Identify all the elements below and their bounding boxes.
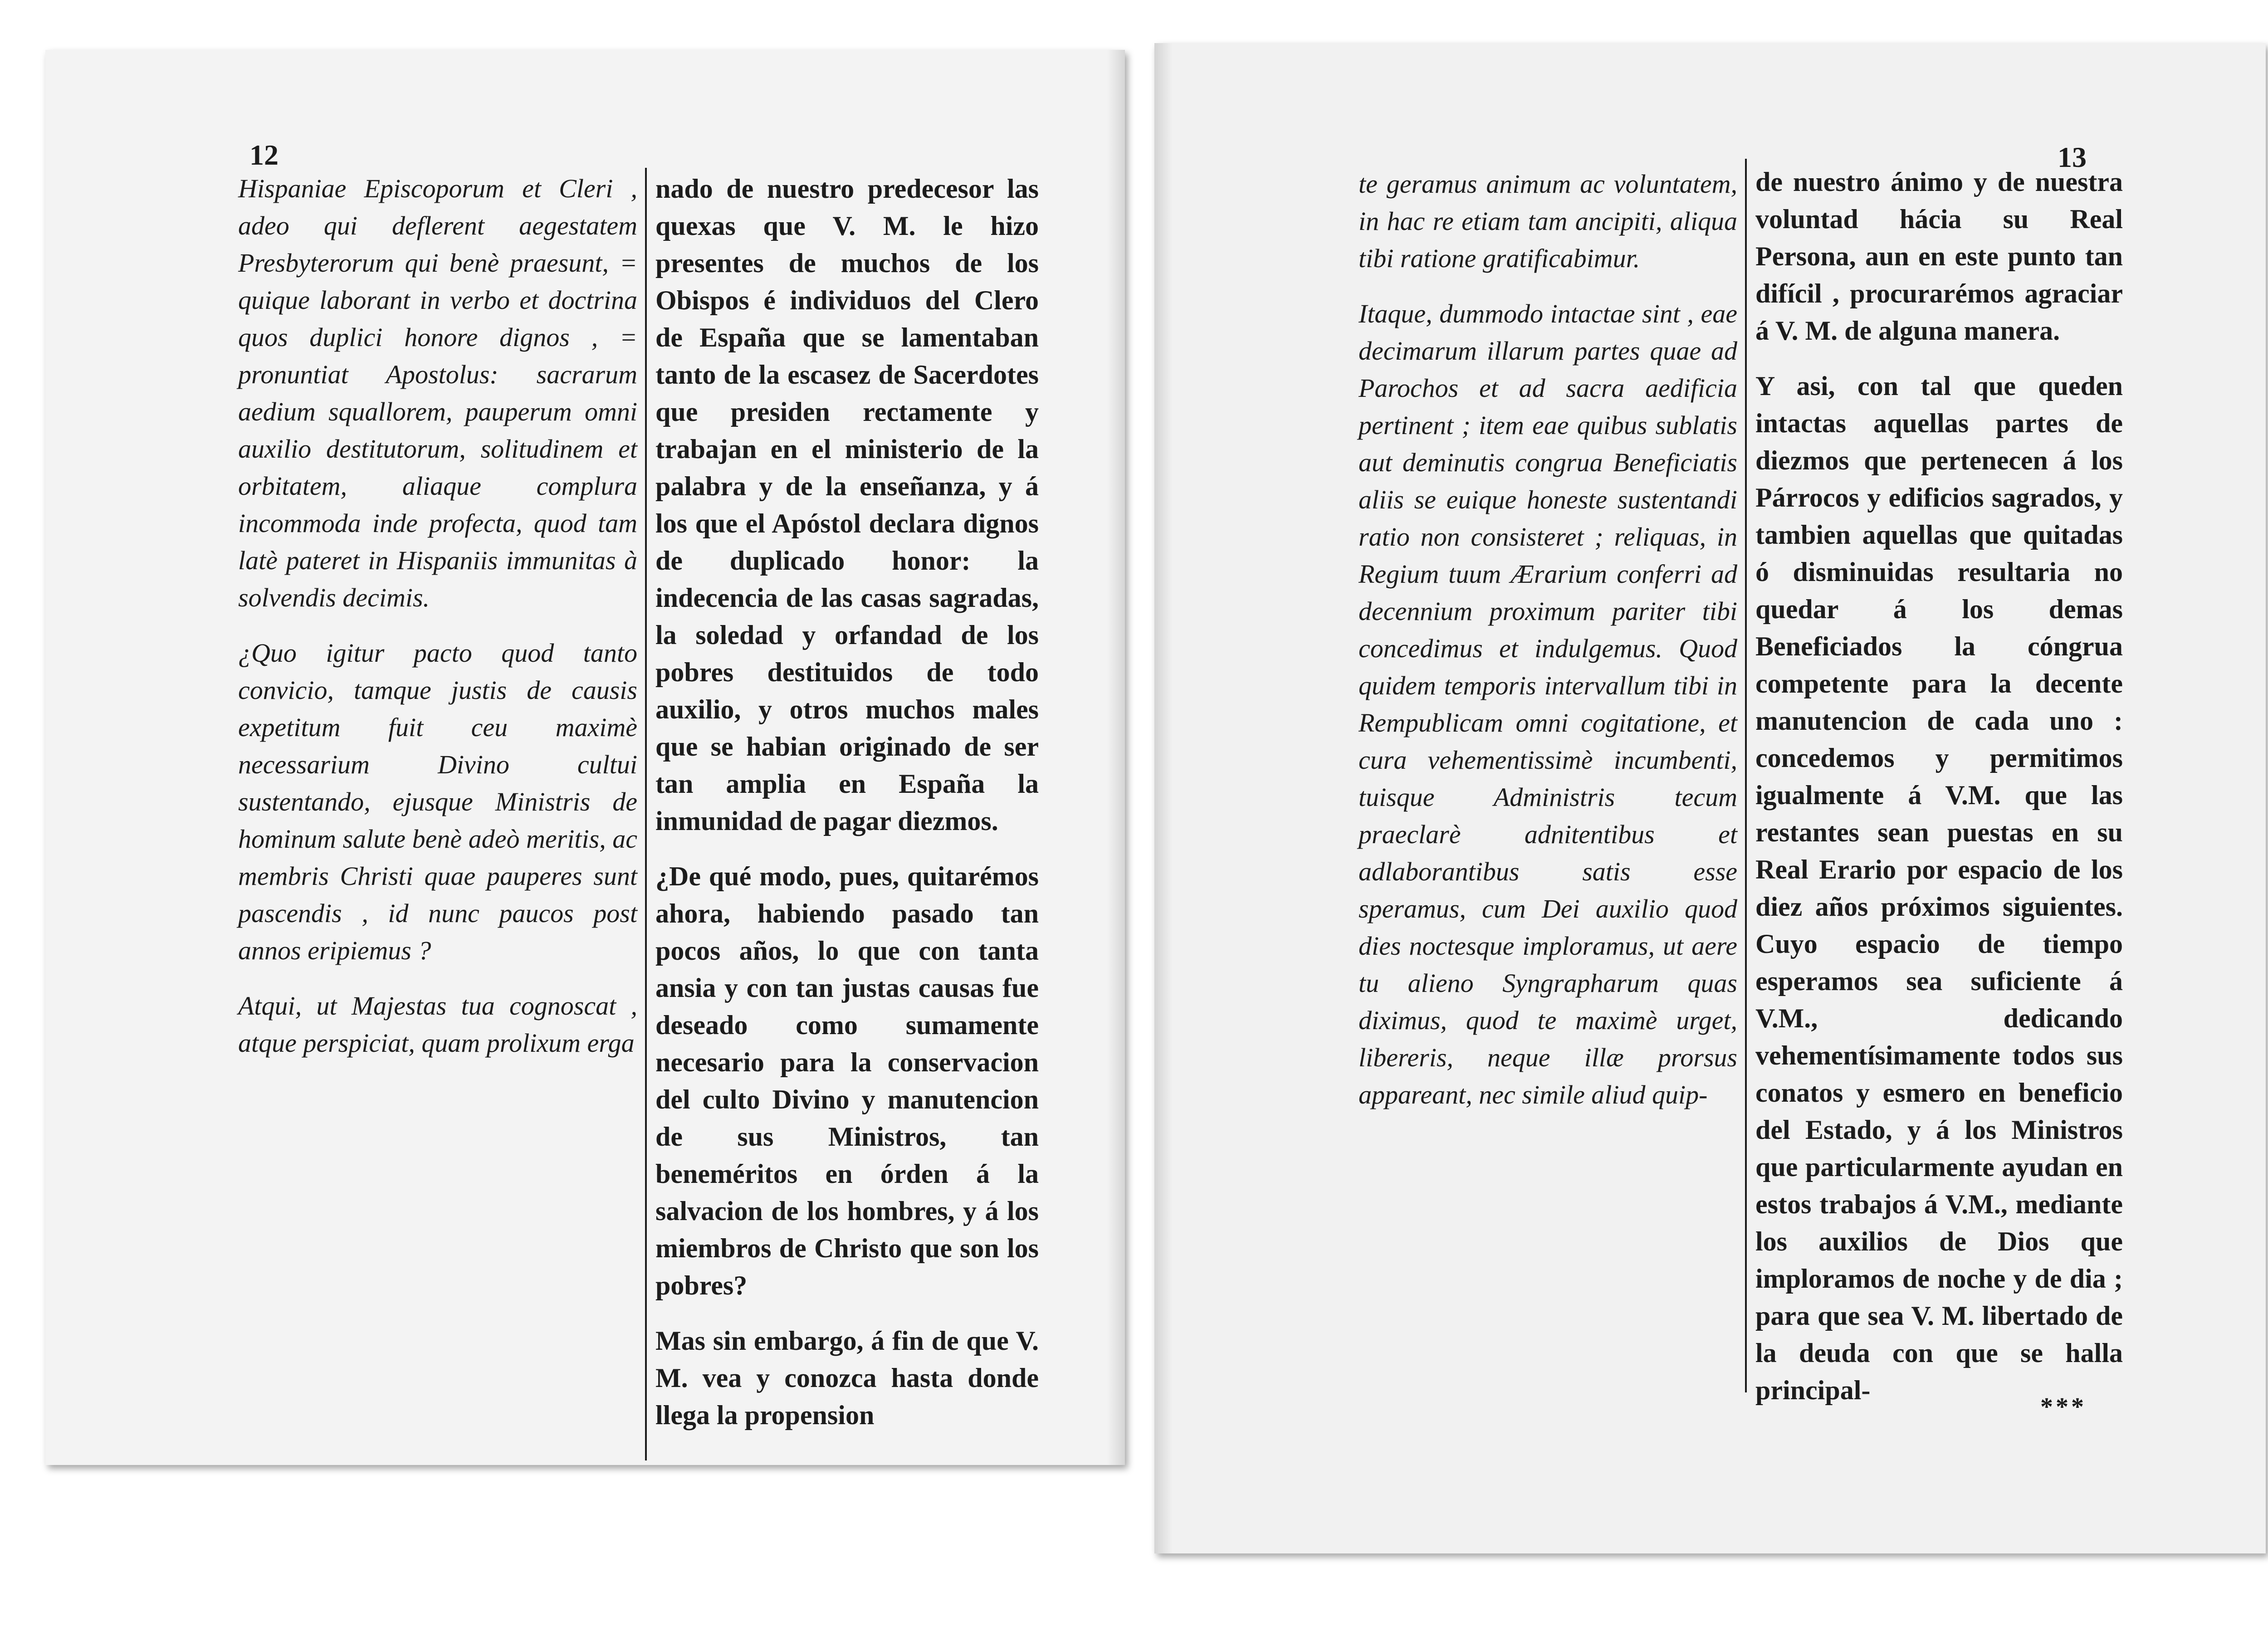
spanish-column-left [655,170,1039,1434]
latin-paragraph: Itaque, dummodo intactae sint , eae decimarum illarum partes quae ad Parochos et ad sacra aedificia pertinent ; item eae quibus sublatis aut deminutis congrua Beneficiatis aliis se euique honeste sustentandi ratio non consisteret ; reliquas, in Regium tuum Ærarium conferri ad decennium proximum pariter tibi concedimus et indulgemus. Quod quidem temporis intervallum tibi in Rempublicam omni cogitatione, et cura vehementissimè incumbenti, tuisque Administris tecum praeclarè adnitentibus et adlaborantibus satis esse speramus, cum Dei auxilio quod dies noctesque imploramus, ut aere tu alieno Syngrapharum quas diximus, quod te maximè urget, libereris, neque illæ prorsus appareant, nec simile aliud quip- [1359,299,1737,1109]
left-page [45,50,1125,1465]
latin-paragraph: ¿Quo igitur pacto quod tanto convicio, tamque justis de causis expetitum fuit ceu maximè necessarium Divino cultui sustentando, ejusque Ministris de hominum salute benè adeò meritis, ac membris Christi quae pauperes sunt pascendis , id nunc paucos post annos eripiemus ? [238,638,637,965]
spanish-paragraph: ¿De qué modo, pues, quitarémos ahora, habiendo pasado tan pocos años, lo que con tanta ansia y con tan justas causas fue deseado como sumamente necesario para la conservacion del culto Divino y manutencion de sus Ministros, tan beneméritos en órden á la salvacion de los hombres, y á los miembros de Christo que son los pobres? [655,861,1039,1300]
spanish-paragraph: de nuestro ánimo y de nuestra voluntad hácia su Real Persona, aun en este punto tan difícil , procurarémos agraciar á V. M. de alguna manera. [1755,167,2123,346]
latin-paragraph: Atqui, ut Majestas tua cognoscat , atque perspiciat, quam prolixum erga [238,991,637,1058]
latin-column-right [1359,166,1737,1113]
spanish-paragraph: Y asi, con tal que queden intactas aquellas partes de diezmos que pertenecen á los Párrocos y edificios sagrados, y tambien aquellas que quitadas ó disminuidas resultaria no quedar á los demas Beneficiados la cóngrua competente para la decente manutencion de cada uno : concedemos y permitimos igualmente á V.M. que las restantes sean puestas en su Real Erario por espacio de los diez años próximos siguientes. Cuyo espacio de tiempo esperamos sea suficiente á V.M., dedicando vehementísimamente todos sus conatos y esmero en beneficio del Estado, y á los Ministros que particularmente ayudan en estos trabajos á V.M., mediante los auxilios de Dios que imploramos de noche y de dia ; para que sea V. M. libertado de la deuda con que se halla principal- [1755,371,2123,1405]
column-divider-left [645,168,647,1460]
latin-paragraph: Hispaniae Episcoporum et Cleri , adeo qui deflerent aegestatem Presbyterorum qui benè praesunt, = quique laborant in verbo et doctrina quos duplici honore dignos , = pronuntiat Apostolus: sacrarum aedium squallorem, pauperum omni auxilio destitutorum, solitudinem et orbitatem, aliaque complura incommoda inde profecta, quod tam latè pateret in Hispaniis immunitas à solvendis decimis. [238,174,637,612]
column-divider-right [1745,159,1747,1392]
gutter-shadow [1107,50,1125,1465]
page-number-right: 13 [2058,141,2087,173]
spanish-paragraph: Mas sin embargo, á fin de que V. M. vea y conozca hasta donde llega la propension [655,1326,1039,1430]
latin-paragraph: te geramus animum ac voluntatem, in hac re etiam tam ancipiti, aliqua tibi ratione gratificabimur. [1359,169,1737,273]
page-number-left: 12 [249,139,279,171]
latin-column-left [238,170,637,1062]
spanish-column-right [1755,163,2123,1409]
spanish-paragraph: nado de nuestro predecesor las quexas que V. M. le hizo presentes de muchos de los Obispos é individuos del Clero de España que se lamentaban tanto de la escasez de Sacerdotes que presiden rectamente y trabajan en el ministerio de la palabra y de la enseñanza, y á los que el Apóstol declara dignos de duplicado honor: la indecencia de las casas sagradas, la soledad y orfandad de los pobres destituidos de todo auxilio, y otros muchos males que se habian originado de ser tan amplia en España la inmunidad de pagar diezmos. [655,174,1039,836]
gutter-shadow [1154,43,1173,1553]
right-page [1154,43,2266,1553]
catchword: *** [2040,1393,2087,1421]
